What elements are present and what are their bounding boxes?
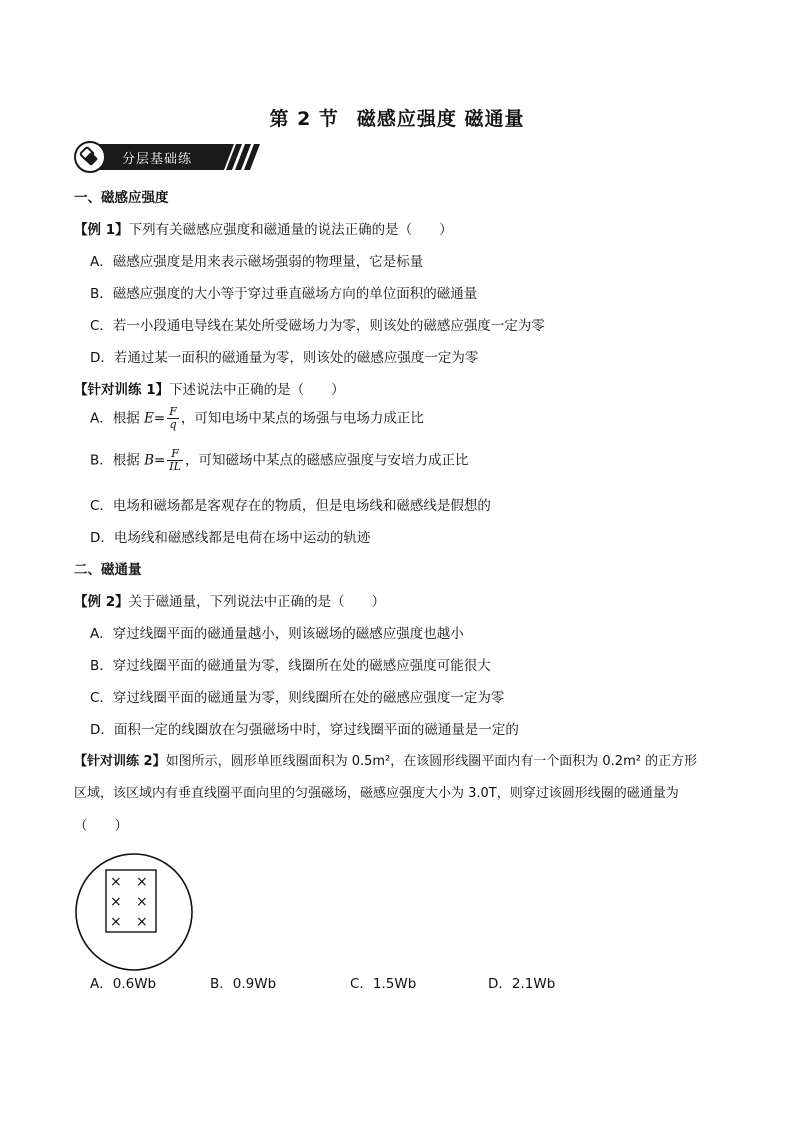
- example-1-stem: 下列有关磁感应强度和磁通量的说法正确的是（ ）: [128, 222, 453, 238]
- formula-b-numerator: F: [167, 448, 183, 461]
- drill-2-answer-d: D．2.1Wb: [488, 976, 556, 992]
- field-into-page-icon: ×: [136, 894, 148, 910]
- example-2-option-d: D．面积一定的线圈放在匀强磁场中时，穿过线圈平面的磁通量是一定的: [90, 722, 519, 738]
- formula-e-numerator: F: [169, 405, 177, 418]
- formula-b-fraction: [167, 448, 183, 473]
- drill-2-stem-line-1: 如图所示，圆形单匝线圈面积为 0.5m²，在该圆形线圈平面内有一个面积为 0.2m² 的正方形: [165, 754, 698, 769]
- circular-coil: [76, 854, 192, 970]
- coil-diagram-svg: [74, 852, 194, 972]
- coil-diagram: [74, 852, 194, 972]
- section-banner: [72, 140, 264, 174]
- drill-1-option-c: C．电场和磁场都是客观存在的物质，但是电场线和磁感线是假想的: [90, 498, 491, 514]
- banner-label: 分层基础练: [122, 152, 193, 167]
- drill-1-tag: 【针对训练 1】: [74, 382, 170, 398]
- formula-b-equals: =: [153, 452, 166, 469]
- section-heading-2: 二、磁通量: [74, 562, 142, 578]
- drill-2-tag: 【针对训练 2】: [74, 754, 166, 769]
- drill-1-option-a: [90, 406, 424, 431]
- drill-2-answer-c: C．1.5Wb: [350, 976, 417, 992]
- page-title: [0, 104, 794, 131]
- example-2-option-b: B．穿过线圈平面的磁通量为零，线圈所在处的磁感应强度可能很大: [90, 658, 491, 674]
- formula-e-denominator: q: [169, 418, 177, 431]
- drill-1-option-a-suffix: ，可知电场中某点的场强与电场力成正比: [180, 410, 424, 427]
- example-2-option-a: A．穿过线圈平面的磁通量越小，则该磁场的磁感应强度也越小: [90, 626, 464, 642]
- title-section: 第 2 节: [269, 108, 339, 130]
- example-1-tag: 【例 1】: [74, 222, 129, 238]
- field-into-page-icon: ×: [110, 894, 122, 910]
- drill-1-question: [74, 378, 345, 398]
- example-2-option-c: C．穿过线圈平面的磁通量为零，则线圈所在处的磁感应强度一定为零: [90, 690, 505, 706]
- example-2-tag: 【例 2】: [74, 594, 129, 610]
- drill-1-option-b-prefix: B．根据: [90, 452, 145, 469]
- example-1-option-b: B．磁感应强度的大小等于穿过垂直磁场方向的单位面积的磁通量: [90, 286, 478, 302]
- drill-1-option-a-prefix: A．根据: [90, 410, 145, 427]
- field-into-page-icon: ×: [136, 874, 148, 890]
- drill-2-question-line-1: [74, 750, 697, 769]
- field-into-page-icon: ×: [110, 914, 122, 930]
- formula-b-denominator: IL: [169, 460, 181, 473]
- section-heading-1: 一、磁感应强度: [74, 190, 169, 206]
- drill-2-stem-line-3: （ ）: [74, 818, 128, 834]
- drill-1-option-b-suffix: ，可知磁场中某点的磁感应强度与安培力成正比: [184, 452, 469, 469]
- drill-1-option-d: D．电场线和磁感线都是电荷在场中运动的轨迹: [90, 530, 371, 546]
- drill-2-answer-a: A．0.6Wb: [90, 976, 157, 992]
- drill-2-stem-line-2: 区域，该区域内有垂直线圈平面向里的匀强磁场，磁感应强度大小为 3.0T，则穿过该圆形线圈的磁通量为: [74, 786, 679, 801]
- formula-e-equals: =: [153, 410, 166, 427]
- example-2-question: [74, 590, 385, 610]
- title-topic: 磁感应强度 磁通量: [356, 108, 525, 130]
- example-2-stem: 关于磁通量，下列说法中正确的是（ ）: [128, 594, 386, 610]
- example-1-option-c: C．若一小段通电导线在某处所受磁场力为零，则该处的磁感应强度一定为零: [90, 318, 545, 334]
- drill-1-option-b: [90, 448, 468, 473]
- example-1-question: [74, 218, 453, 238]
- field-into-page-icon: ×: [136, 914, 148, 930]
- formula-e-variable: E: [144, 410, 154, 427]
- formula-b-variable: B: [144, 452, 154, 469]
- formula-e-fraction: [167, 406, 179, 431]
- example-1-option-a: A．磁感应强度是用来表示磁场强弱的物理量，它是标量: [90, 254, 424, 270]
- drill-2-answer-b: B．0.9Wb: [210, 976, 277, 992]
- example-1-option-d: D．若通过某一面积的磁通量为零，则该处的磁感应强度一定为零: [90, 350, 479, 366]
- drill-1-stem: 下述说法中正确的是（ ）: [169, 382, 345, 398]
- field-into-page-icon: ×: [110, 874, 122, 890]
